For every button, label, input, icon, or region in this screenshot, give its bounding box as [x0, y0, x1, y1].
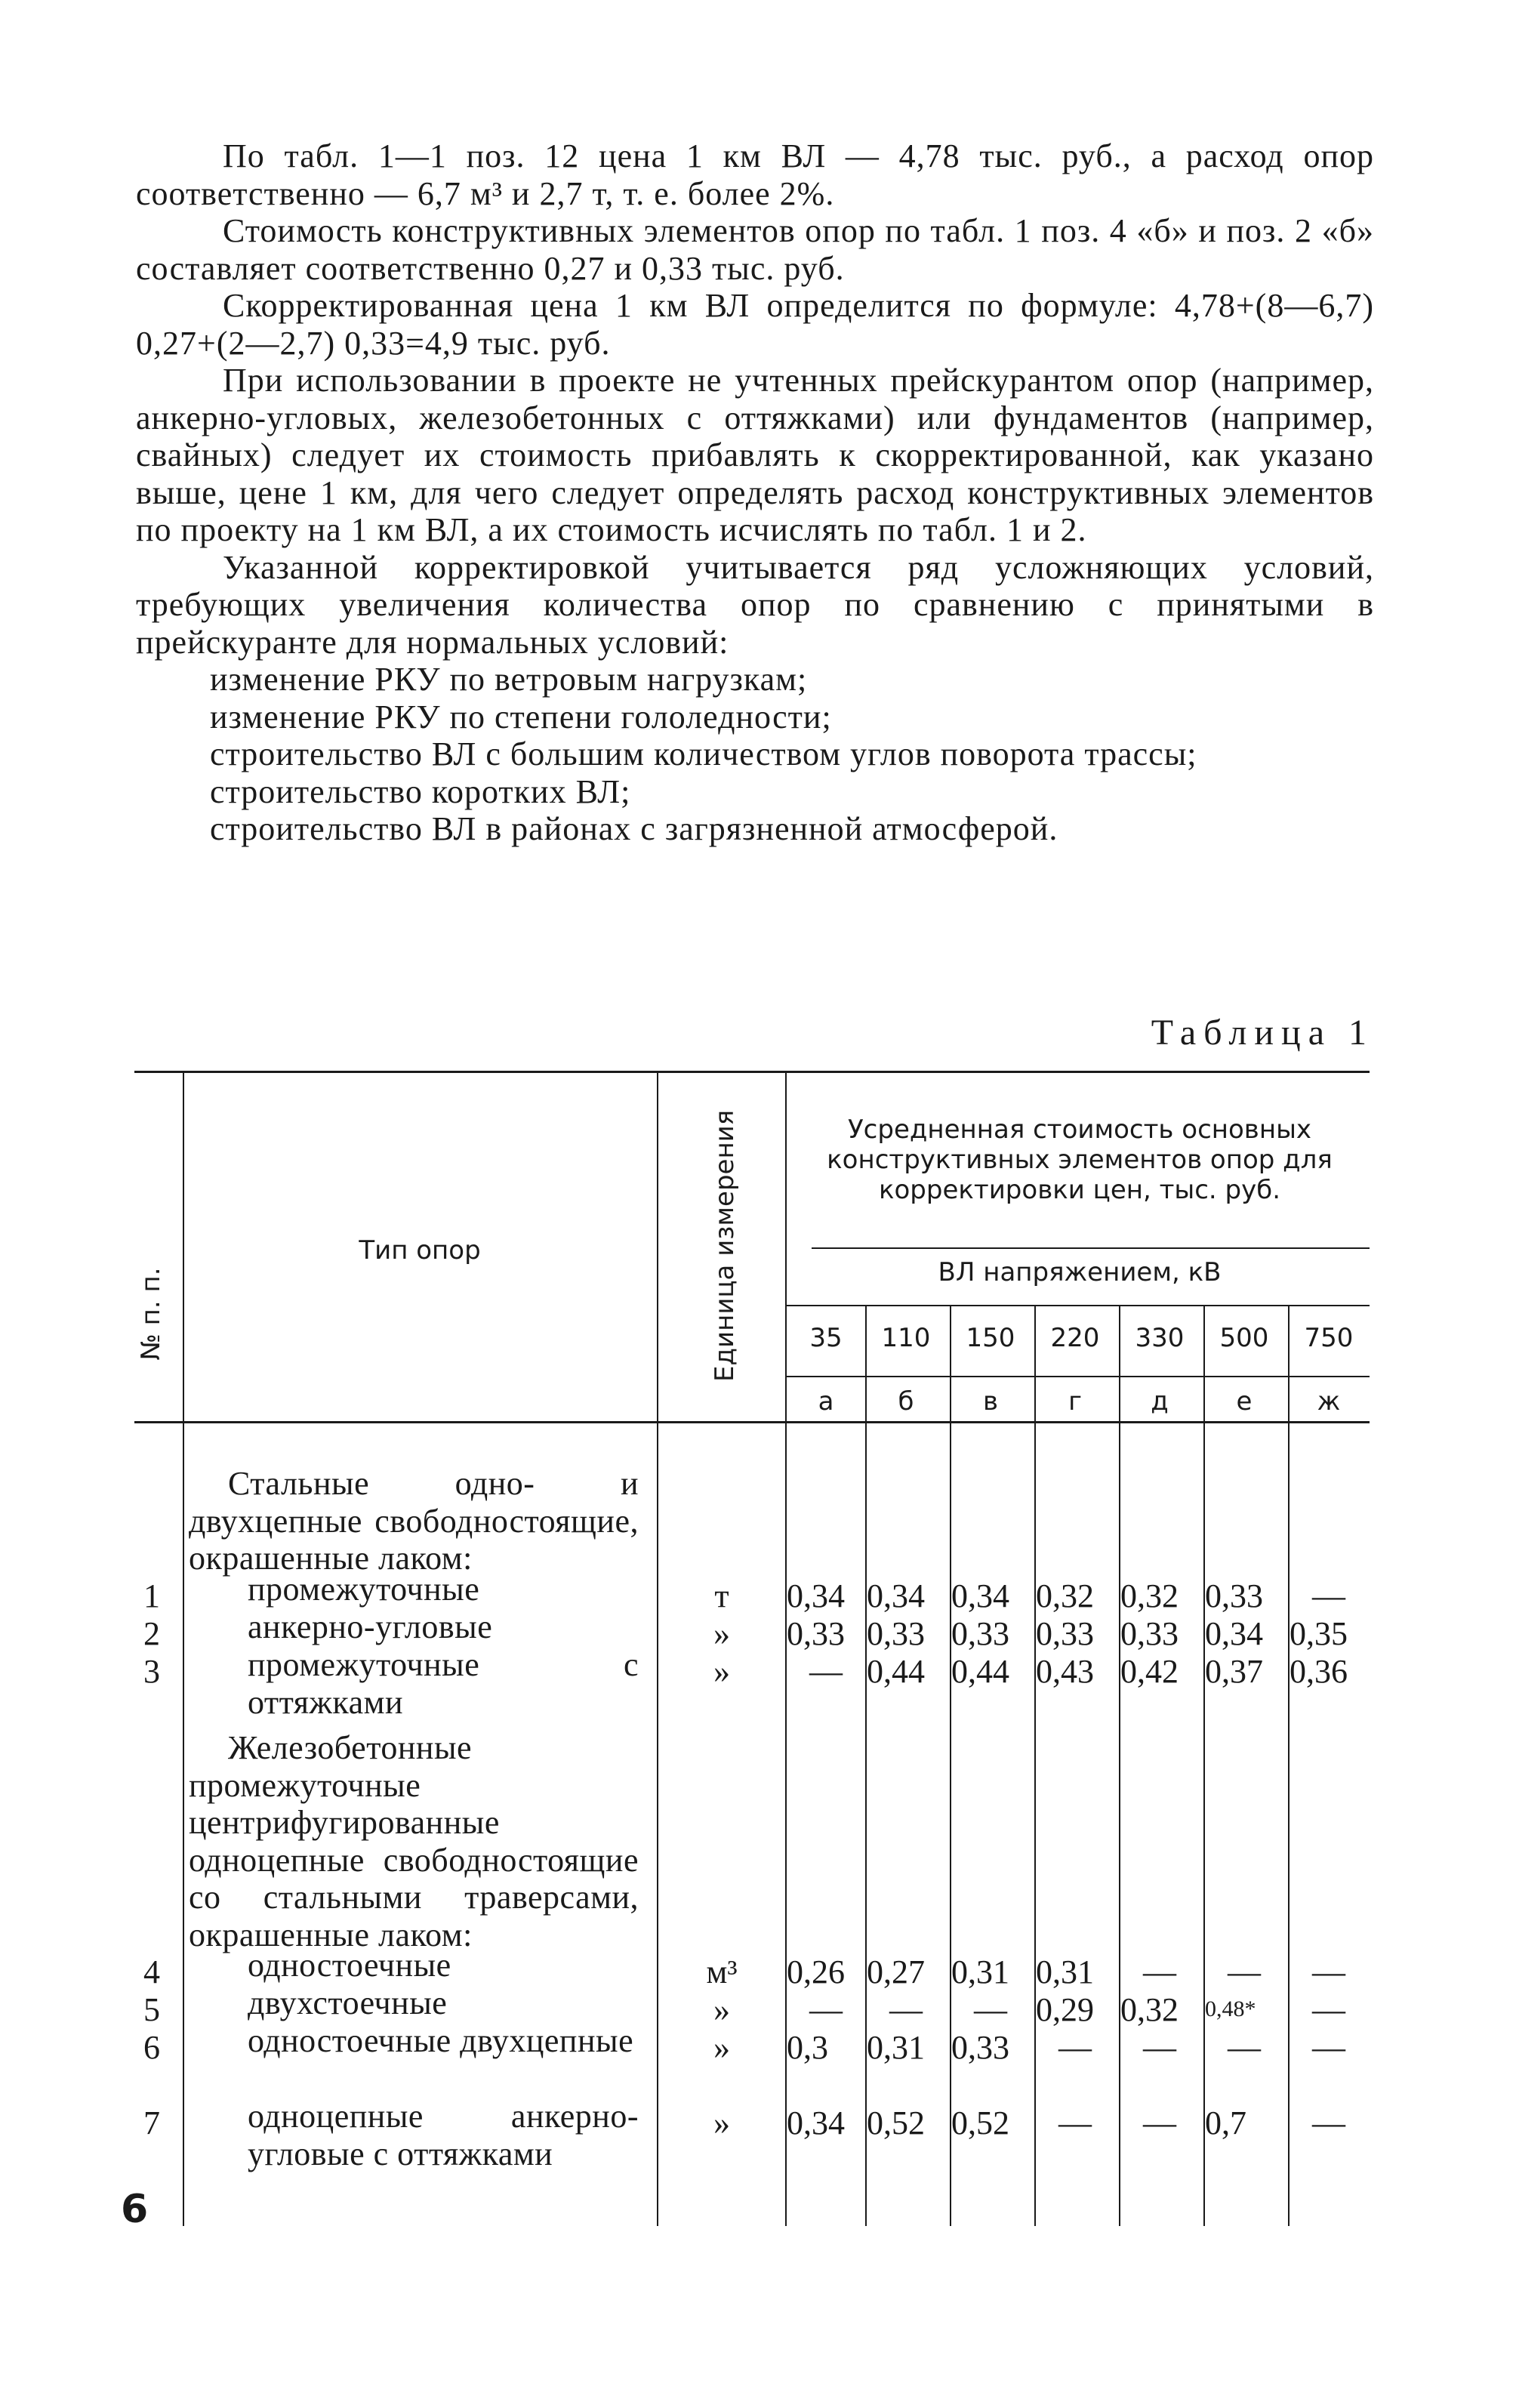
value-cell: 0,34 — [951, 1577, 1009, 1614]
header-rule — [785, 1376, 1370, 1377]
value-cell: 0,27 — [867, 1953, 925, 1990]
list-item: изменение РКУ по ветровым нагрузкам; — [210, 661, 808, 698]
value-cell: 0,34 — [787, 2104, 845, 2141]
row-number: 3 — [143, 1653, 160, 1690]
list-item: изменение РКУ по степени гололедности; — [210, 698, 832, 735]
paragraph: По табл. 1—1 поз. 12 цена 1 км ВЛ — 4,78 тыс. руб., а расход опор соответственно — 6,7 м³ и 2,7 т, т. е. более 2%. — [136, 137, 1374, 212]
row-type: одноцепные анкерно-угловые с оттяжками — [248, 2098, 639, 2172]
row-number: 6 — [143, 2029, 160, 2066]
value-cell: 0,33 — [867, 1615, 925, 1652]
value-cell: — — [809, 1991, 843, 2028]
value-cell: 0,34 — [867, 1577, 925, 1614]
value-cell: 0,31 — [951, 1953, 1009, 1990]
voltage-500: 500 — [1219, 1323, 1269, 1353]
value-cell: — — [1312, 1953, 1345, 1990]
value-cell: — — [1058, 2029, 1092, 2066]
header-rule — [812, 1247, 1370, 1249]
column-letter: г — [1068, 1386, 1082, 1417]
row-unit: » — [713, 2029, 730, 2066]
value-cell: 0,33 — [1036, 1615, 1094, 1652]
value-cell: — — [1143, 2104, 1176, 2141]
row-type: двухстоечные — [248, 1984, 448, 2021]
column-letter: в — [982, 1386, 999, 1417]
row-unit: » — [713, 1615, 730, 1652]
value-cell: — — [1228, 2029, 1261, 2066]
value-cell: 0,33 — [1205, 1577, 1263, 1614]
row-unit: » — [713, 1653, 730, 1690]
value-cell: 0,32 — [1036, 1577, 1094, 1614]
value-cell: — — [1312, 1577, 1345, 1614]
value-cell: 0,7 — [1205, 2104, 1246, 2141]
value-cell: — — [1312, 1991, 1345, 2028]
paragraph: Скорректированная цена 1 км ВЛ определится по формуле: 4,78+(8—6,7) 0,27+(2—2,7) 0,33=4,9 тыс. руб. — [136, 287, 1374, 362]
column-rule — [183, 1071, 184, 2226]
voltage-150: 150 — [966, 1323, 1015, 1353]
row-number: 1 — [143, 1577, 160, 1614]
row-number: 4 — [143, 1953, 160, 1990]
column-letter: д — [1151, 1386, 1169, 1417]
value-cell: 0,33 — [951, 1615, 1009, 1652]
table-caption: Таблица 1 — [1151, 1013, 1374, 1053]
row-type: анкерно-угловые — [248, 1608, 493, 1645]
value-cell: 0,37 — [1205, 1653, 1263, 1690]
value-cell: 0,34 — [1205, 1615, 1263, 1652]
value-cell: 0,52 — [867, 2104, 925, 2141]
column-rule — [865, 1305, 867, 2226]
value-cell: 0,43 — [1036, 1653, 1094, 1690]
value-cell: 0,52 — [951, 2104, 1009, 2141]
voltage-110: 110 — [881, 1323, 931, 1353]
voltage-35: 35 — [809, 1323, 843, 1353]
row-type: одностоечные двухцепные — [248, 2022, 634, 2059]
group-title-steel: Стальные одно- и двухцепные свободностоящие, окрашенные лаком: — [189, 1465, 639, 1577]
value-cell: — — [974, 1991, 1007, 2028]
value-cell: 0,32 — [1120, 1577, 1179, 1614]
num-column-header: № п. п. — [136, 1267, 166, 1361]
voltage-330: 330 — [1135, 1323, 1185, 1353]
row-type: промежуточные с оттяжками — [248, 1646, 639, 1721]
column-letter: а — [818, 1386, 834, 1417]
value-cell: 0,33 — [787, 1615, 845, 1652]
paragraph: Стоимость конструктивных элементов опор по табл. 1 поз. 4 «б» и поз. 2 «б» составляет соответственно 0,27 и 0,33 тыс. руб. — [136, 212, 1374, 287]
value-cell: — — [1058, 2104, 1092, 2141]
value-cell: 0,48* — [1205, 1996, 1256, 2021]
value-cell: 0,31 — [867, 2029, 925, 2066]
list-item: строительство коротких ВЛ; — [210, 772, 631, 810]
voltage-750: 750 — [1304, 1323, 1354, 1353]
value-cell: 0,32 — [1120, 1991, 1179, 2028]
row-number: 2 — [143, 1615, 160, 1652]
column-letter: е — [1236, 1386, 1253, 1417]
value-cell: 0,31 — [1036, 1953, 1094, 1990]
row-number: 5 — [143, 1991, 160, 2028]
column-rule — [1119, 1305, 1120, 2226]
paragraph: Указанной корректировкой учитывается ряд усложняющих условий, требующих увеличения количества опор по сравнению с принятыми в прейскуранте для нормальных условий: — [136, 548, 1374, 661]
page-number: 6 — [121, 2187, 149, 2232]
unit-column-header: Единица измерения — [710, 1109, 740, 1382]
row-unit: м³ — [706, 1953, 738, 1990]
row-unit: т — [714, 1577, 729, 1614]
value-cell: 0,34 — [787, 1577, 845, 1614]
list-item: строительство ВЛ с большим количеством углов поворота трассы; — [210, 735, 1197, 772]
value-cell: 0,44 — [867, 1653, 925, 1690]
column-rule — [950, 1305, 951, 2226]
value-cell: 0,3 — [787, 2029, 828, 2066]
type-column-header: Тип опор — [359, 1235, 481, 1266]
row-unit: » — [713, 2104, 730, 2141]
value-cell: — — [1143, 2029, 1176, 2066]
row-type: промежуточные — [248, 1571, 480, 1608]
list-item: строительство ВЛ в районах с загрязненной атмосферой. — [210, 810, 1058, 847]
row-number: 7 — [143, 2104, 160, 2141]
value-cell: 0,33 — [951, 2029, 1009, 2066]
value-cell: 0,33 — [1120, 1615, 1179, 1652]
header-rule — [785, 1305, 1370, 1306]
value-cell: — — [1312, 2104, 1345, 2141]
value-cell: — — [1143, 1953, 1176, 1990]
voltage-220: 220 — [1050, 1323, 1100, 1353]
value-cell: — — [889, 1991, 923, 2028]
value-cell: — — [1228, 1953, 1261, 1990]
column-letter: ж — [1317, 1386, 1341, 1417]
value-cell: — — [809, 1653, 843, 1690]
column-rule — [1034, 1305, 1036, 2226]
row-type: одностоечные — [248, 1947, 451, 1984]
paragraph: При использовании в проекте не учтенных прейскурантом опор (например, анкерно-угловых, железобетонных с оттяжками) или фундаментов (например, свайных) следует их стоимость прибавлять к скорректированной, как указано выше, цене 1 км, для чего следует определять расход конструктивных элементов по проекту на 1 км ВЛ, а их стоимость исчислять по табл. 1 и 2. — [136, 362, 1374, 548]
row-unit: » — [713, 1991, 730, 2028]
value-cell: 0,36 — [1290, 1653, 1348, 1690]
cost-header: Усредненная стоимость основных конструктивных элементов опор для корректировки цен, тыс. руб. — [827, 1115, 1333, 1205]
value-cell: 0,35 — [1290, 1615, 1348, 1652]
column-rule — [1203, 1305, 1205, 2226]
header-bottom-rule — [134, 1421, 1370, 1423]
voltage-header: ВЛ напряжением, кВ — [938, 1257, 1222, 1287]
value-cell: — — [1312, 2029, 1345, 2066]
value-cell: 0,44 — [951, 1653, 1009, 1690]
column-rule — [1288, 1305, 1290, 2226]
group-title-concrete: Железобетонные промежуточные центрифугированные одноцепные свободностоящие со стальными траверсами, окрашенные лаком: — [189, 1729, 639, 1953]
column-letter: б — [898, 1386, 914, 1417]
value-cell: 0,42 — [1120, 1653, 1179, 1690]
table-top-rule — [134, 1071, 1370, 1073]
value-cell: 0,29 — [1036, 1991, 1094, 2028]
value-cell: 0,26 — [787, 1953, 845, 1990]
